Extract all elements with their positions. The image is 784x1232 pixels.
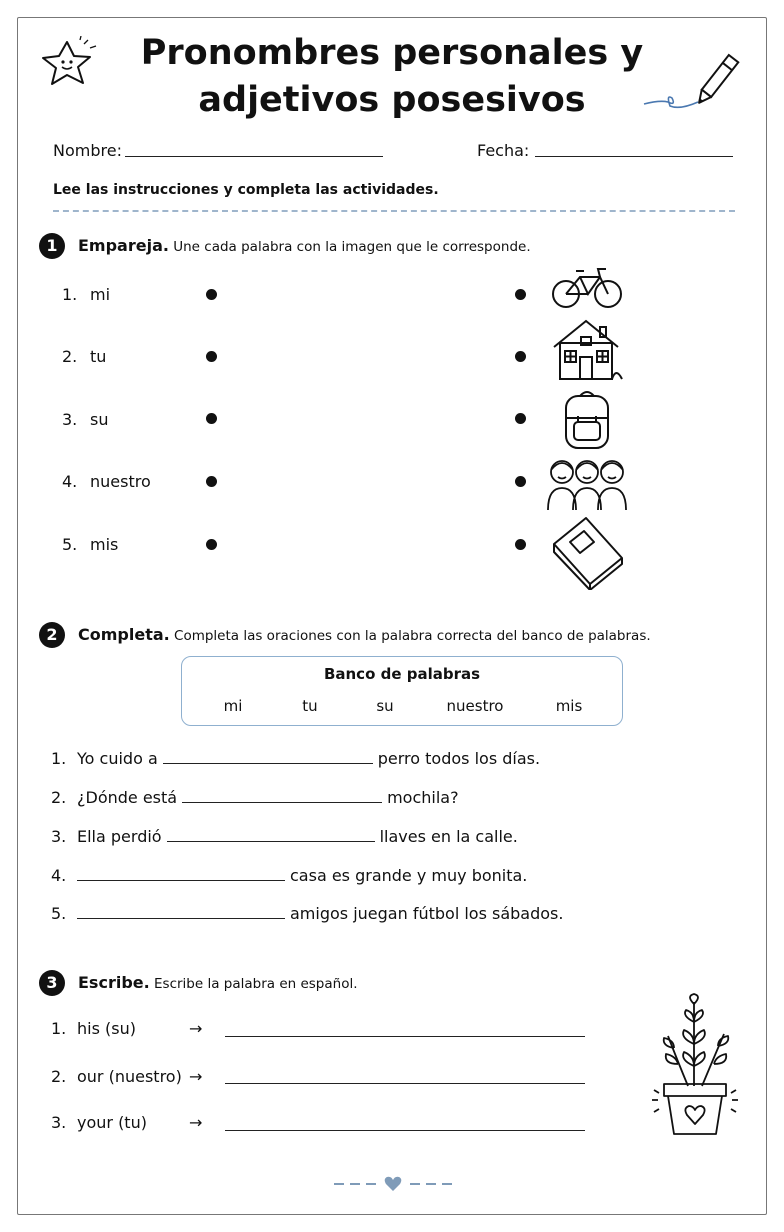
match-word: tu xyxy=(90,347,107,366)
title-line-2: adjetivos posesivos xyxy=(198,80,586,120)
book-icon xyxy=(550,514,626,590)
right-dot[interactable] xyxy=(515,476,526,487)
match-word: mi xyxy=(90,285,111,304)
bank-word: mis xyxy=(555,697,583,715)
section-1-heading xyxy=(78,236,531,255)
translate-item: 3. your (tu) xyxy=(51,1113,147,1132)
backpack-icon xyxy=(562,388,612,450)
heart-icon xyxy=(385,1177,402,1191)
left-dot[interactable] xyxy=(206,476,217,487)
section-3-heading xyxy=(78,973,358,992)
section-3-number: 3 xyxy=(39,970,65,996)
right-dot[interactable] xyxy=(515,413,526,424)
answer-line[interactable] xyxy=(225,1130,585,1131)
arrow-icon: → xyxy=(189,1019,203,1038)
left-dot[interactable] xyxy=(206,289,217,300)
section-2-text: Completa las oraciones con la palabra correcta del banco de palabras. xyxy=(174,628,651,644)
arrow-icon: → xyxy=(189,1113,203,1132)
list-item: 2. tu xyxy=(62,347,107,366)
sentence-row: 1. Yo cuido a perro todos los días. xyxy=(51,749,541,768)
date-field[interactable] xyxy=(535,156,733,157)
left-dot[interactable] xyxy=(206,413,217,424)
bank-word: su xyxy=(376,697,394,715)
house-icon xyxy=(550,317,624,381)
title-line-1: Pronombres personales y xyxy=(140,33,644,73)
name-field[interactable] xyxy=(125,156,383,157)
dashed-divider xyxy=(53,210,735,212)
answer-blank[interactable] xyxy=(167,829,375,842)
section-1-number: 1 xyxy=(39,233,65,259)
arrow-icon: → xyxy=(189,1067,203,1086)
list-item: 1. mi xyxy=(62,285,111,304)
answer-blank[interactable] xyxy=(77,906,285,919)
list-item: 4. nuestro xyxy=(62,472,151,491)
sentence-row: 3. Ella perdió llaves en la calle. xyxy=(51,827,518,846)
instructions: Lee las instrucciones y completa las actividades. xyxy=(53,182,439,198)
word-bank-title: Banco de palabras xyxy=(323,665,481,683)
list-item: 5. mis xyxy=(62,535,119,554)
section-3-text: Escribe la palabra en español. xyxy=(154,976,358,992)
section-2-title: Completa. xyxy=(78,625,170,644)
section-3-title: Escribe. xyxy=(78,973,150,992)
match-word: nuestro xyxy=(90,472,151,491)
three-kids-icon xyxy=(546,454,628,512)
match-word: mis xyxy=(90,535,119,554)
section-2-number: 2 xyxy=(39,622,65,648)
answer-blank[interactable] xyxy=(182,790,382,803)
pencil-icon xyxy=(640,46,748,116)
right-dot[interactable] xyxy=(515,539,526,550)
bank-word: mi xyxy=(223,697,243,715)
right-dot[interactable] xyxy=(515,351,526,362)
bank-word: nuestro xyxy=(446,697,504,715)
section-1-text: Une cada palabra con la imagen que le corresponde. xyxy=(173,239,531,255)
match-word: su xyxy=(90,410,109,429)
sentence-row: 2. ¿Dónde está mochila? xyxy=(51,788,459,807)
bank-word: tu xyxy=(302,697,318,715)
bicycle-icon xyxy=(550,265,624,311)
word-bank xyxy=(181,656,623,726)
plant-pot-icon xyxy=(648,992,744,1138)
list-item: 3. su xyxy=(62,410,109,429)
name-label: Nombre: xyxy=(53,141,122,160)
sentence-row: 4. casa es grande y muy bonita. xyxy=(51,866,528,885)
answer-blank[interactable] xyxy=(77,868,285,881)
date-label: Fecha: xyxy=(477,141,530,160)
left-dot[interactable] xyxy=(206,351,217,362)
left-dot[interactable] xyxy=(206,539,217,550)
translate-item: 2. our (nuestro) xyxy=(51,1067,182,1086)
answer-blank[interactable] xyxy=(163,751,373,764)
translate-item: 1. his (su) xyxy=(51,1019,136,1038)
sentence-row: 5. amigos juegan fútbol los sábados. xyxy=(51,904,564,923)
footer-ornament xyxy=(330,1174,456,1194)
section-1-title: Empareja. xyxy=(78,236,169,255)
section-2-heading xyxy=(78,625,651,644)
answer-line[interactable] xyxy=(225,1036,585,1037)
answer-line[interactable] xyxy=(225,1083,585,1084)
right-dot[interactable] xyxy=(515,289,526,300)
